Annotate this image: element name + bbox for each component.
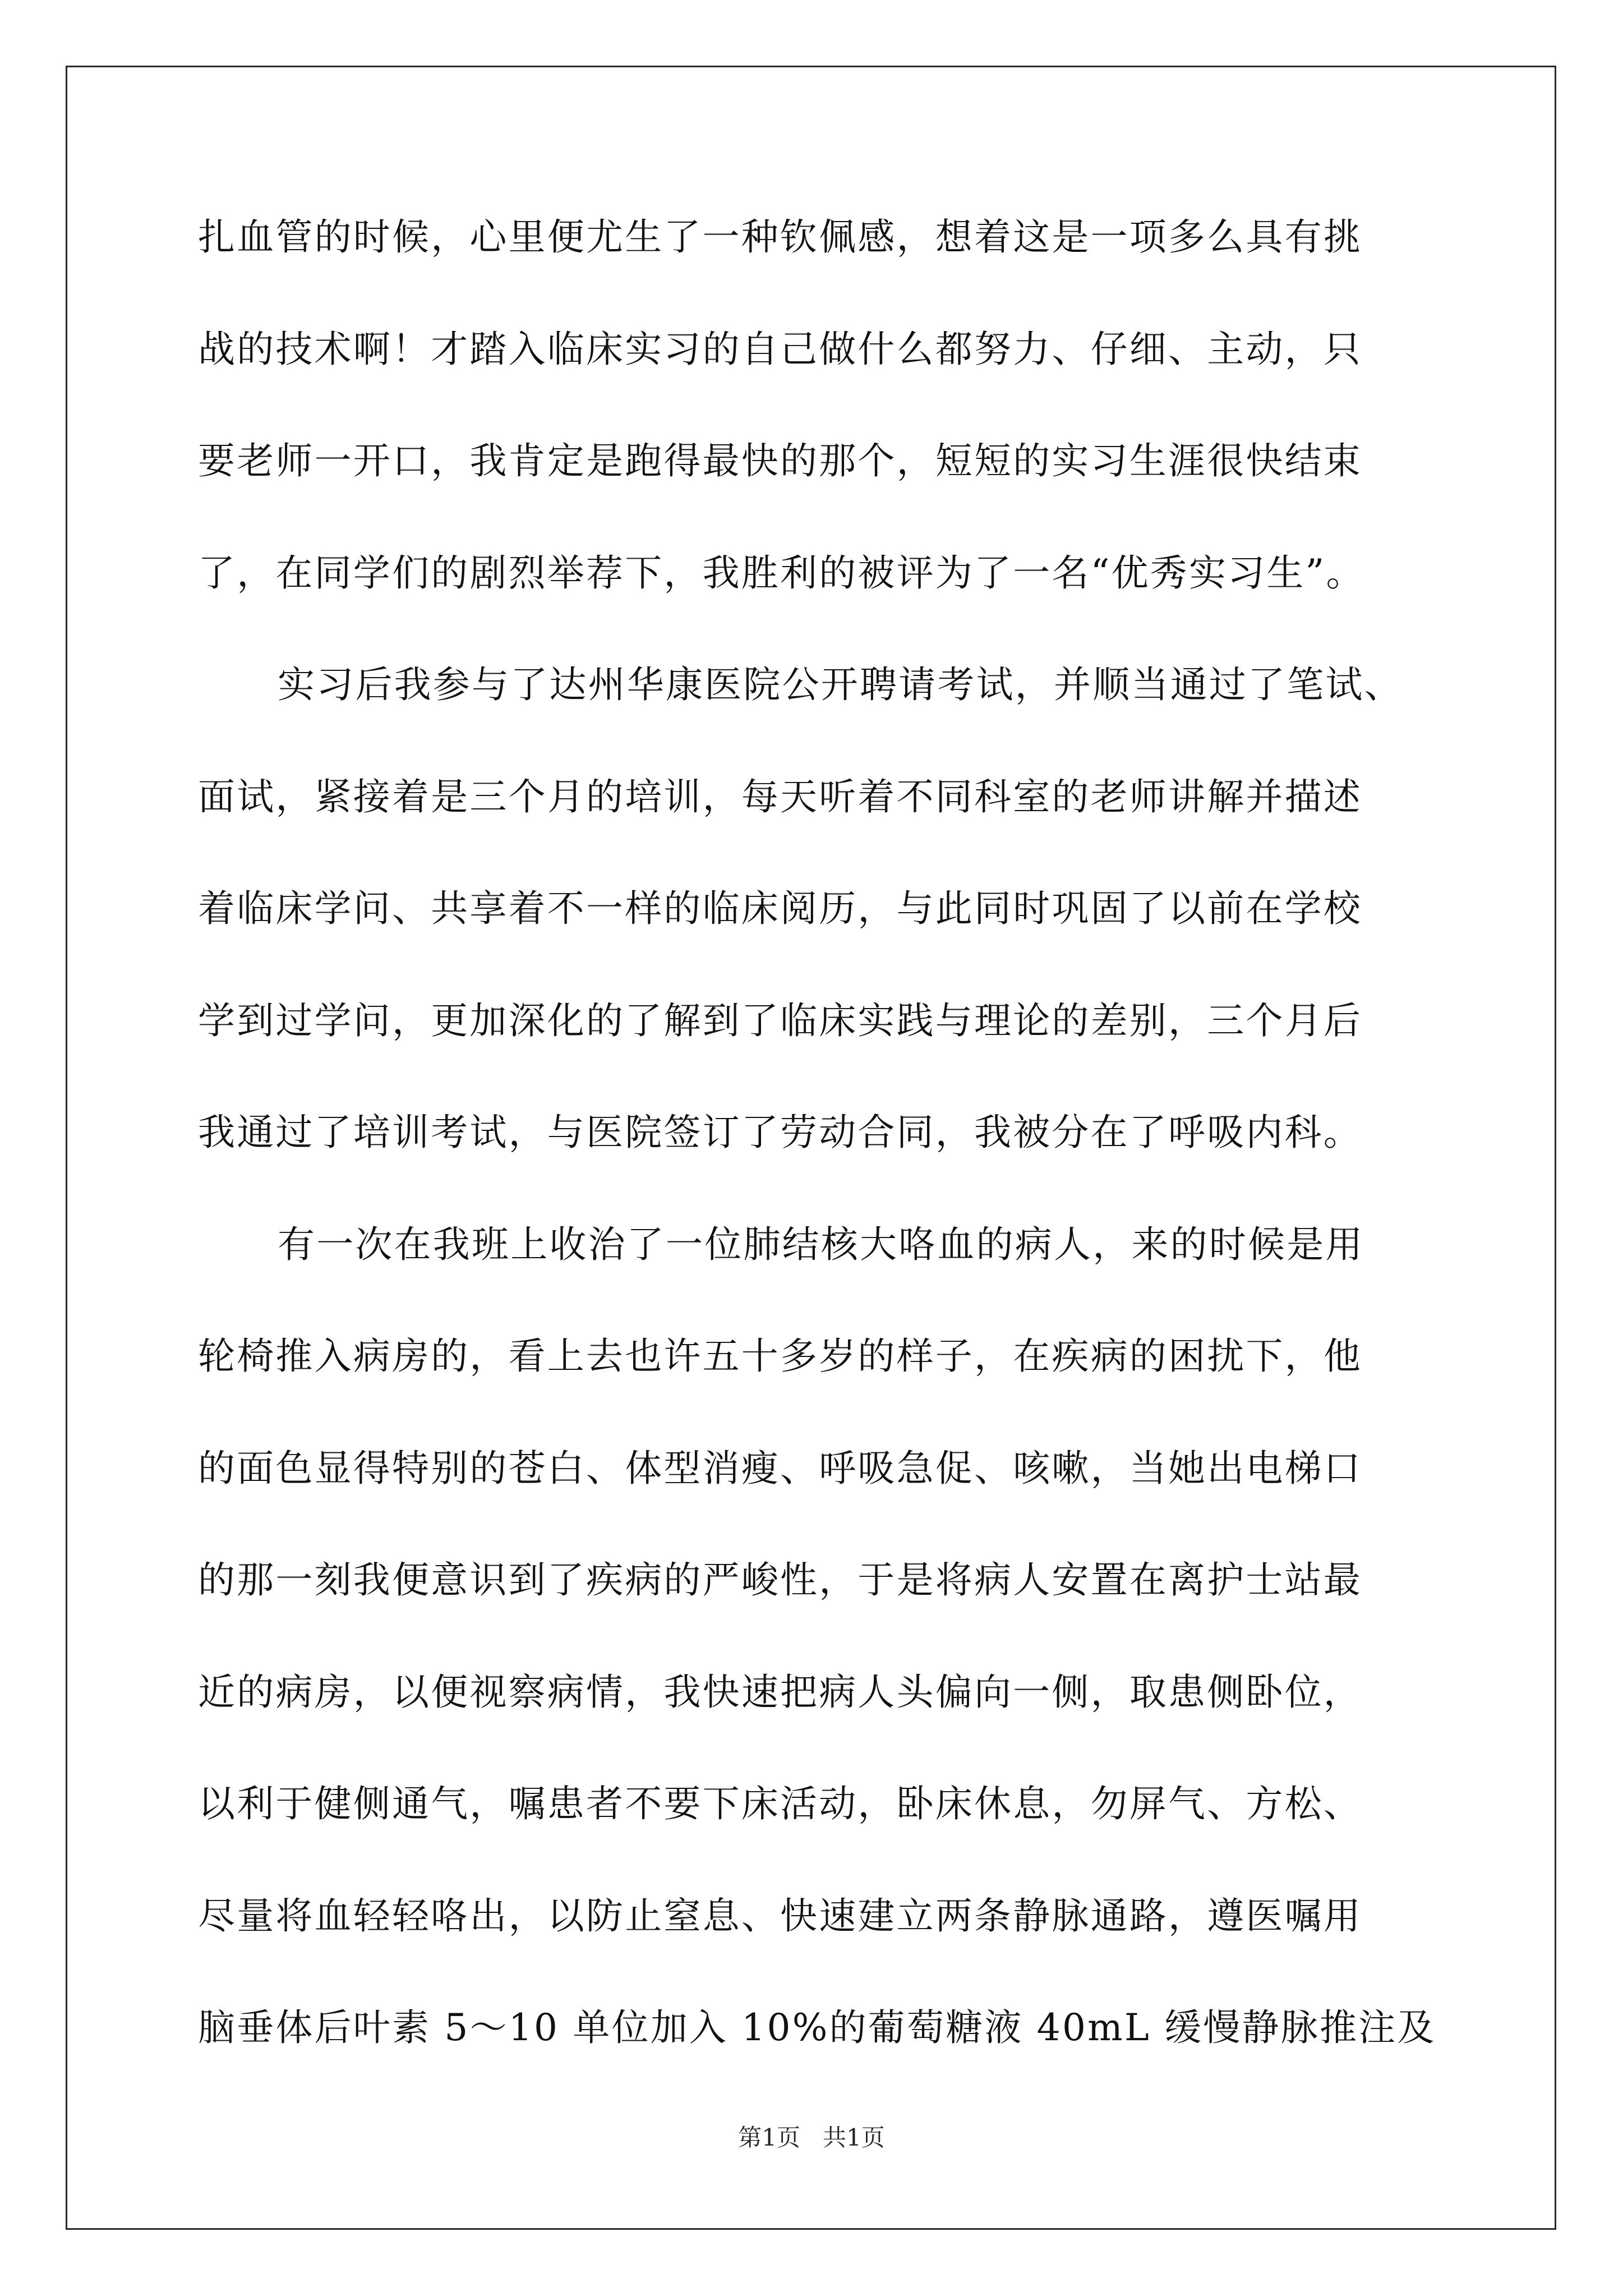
text-line: 要老师一开口，我肯定是跑得最快的那个，短短的实习生涯很快结束 (198, 439, 1362, 482)
page-number-total: 共1页 (823, 2124, 885, 2151)
text-line: 着临床学问、共享着不一样的临床阅历，与此同时巩固了以前在学校 (198, 887, 1362, 930)
text-line: 轮椅推入病房的，看上去也许五十多岁的样子，在疾病的困扰下，他 (198, 1335, 1362, 1378)
text-line: 扎血管的时候，心里便尤生了一种钦佩感，想着这是一项多么具有挑 (198, 215, 1362, 259)
text-line: 学到过学问，更加深化的了解到了临床实践与理论的差别，三个月后 (198, 999, 1362, 1042)
text-line: 尽量将血轻轻咯出，以防止窒息、快速建立两条静脉通路，遵医嘱用 (198, 1894, 1362, 1938)
text-line: 战的技术啊！才踏入临床实习的自己做什么都努力、仔细、主动，只 (198, 327, 1362, 371)
document-body (198, 215, 1436, 2122)
text-line: 脑垂体后叶素 5～10 单位加入 10%的葡萄糖液 40mL 缓慢静脉推注及 (198, 2006, 1436, 2049)
paragraph-start-line: 有一次在我班上收治了一位肺结核大咯血的病人，来的时候是用 (278, 1222, 1364, 1266)
page-number-current: 第1页 (738, 2124, 800, 2151)
text-line: 近的病房，以便视察病情，我快速把病人头偏向一侧，取患侧卧位， (198, 1670, 1362, 1714)
text-line: 面试，紧接着是三个月的培训，每天听着不同科室的老师讲解并描述 (198, 775, 1362, 818)
text-line: 的那一刻我便意识到了疾病的严峻性，于是将病人安置在离护士站最 (198, 1558, 1362, 1602)
text-line: 了，在同学们的剧烈举荐下，我胜利的被评为了一名“优秀实习生”。 (198, 551, 1365, 595)
text-line: 我通过了培训考试，与医院签订了劳动合同，我被分在了呼吸内科。 (198, 1111, 1362, 1154)
paragraph-start-line: 实习后我参与了达州华康医院公开聘请考试，并顺当通过了笔试、 (278, 663, 1403, 706)
text-line: 以利于健侧通气，嘱患者不要下床活动，卧床休息，勿屏气、方松、 (198, 1782, 1362, 1825)
page-footer (0, 2126, 1623, 2150)
text-line: 的面色显得特别的苍白、体型消瘦、呼吸急促、咳嗽，当她出电梯口 (198, 1446, 1362, 1490)
